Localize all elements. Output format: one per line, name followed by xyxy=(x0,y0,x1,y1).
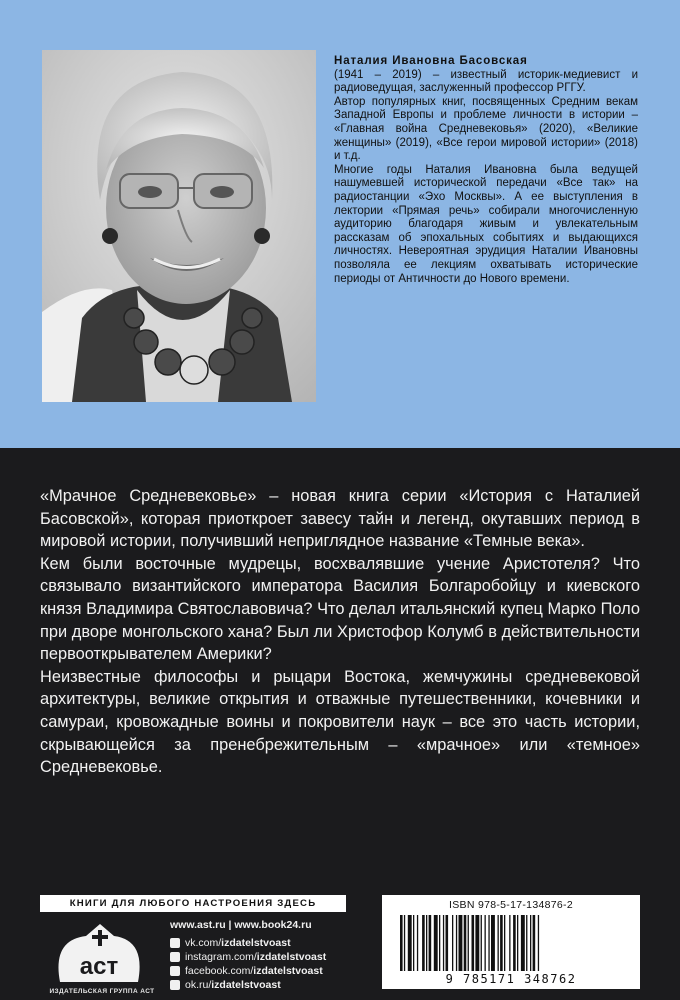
author-bio xyxy=(334,55,638,286)
instagram-icon xyxy=(170,952,180,962)
author-name: Наталия Ивановна Басовская xyxy=(334,55,528,67)
social-link-ok[interactable]: ok.ru/ izdatelstvoast xyxy=(170,978,326,992)
book-annotation xyxy=(40,485,640,779)
author-panel xyxy=(0,0,680,448)
barcode-panel xyxy=(382,895,640,989)
isbn-text: ISBN 978-5-17-134876-2 xyxy=(449,899,573,911)
ok-icon xyxy=(170,980,180,990)
publisher-logo xyxy=(42,920,158,988)
barcode-icon xyxy=(396,915,626,971)
ean-text: 9 785171 348762 xyxy=(445,972,577,986)
vk-icon xyxy=(170,938,180,948)
facebook-icon xyxy=(170,966,180,976)
publisher-caption: ИЗДАТЕЛЬСКАЯ ГРУППА АСТ xyxy=(49,988,155,995)
slogan-banner: КНИГИ ДЛЯ ЛЮБОГО НАСТРОЕНИЯ ЗДЕСЬ xyxy=(40,895,346,912)
author-photo xyxy=(42,50,316,402)
annotation-paragraph: Неизвестные философы и рыцари Востока, жемчужины средневековой архитектуры, великие открытия и отважные путешественники, кочевники и самураи, кровожадные воины и покровители наук – все это часть истории, скрывающейся за пренебрежительным – «мрачное» или «темное» Средневековье. xyxy=(40,667,640,777)
social-link-facebook[interactable]: facebook.com/ izdatelstvoast xyxy=(170,964,326,978)
bio-paragraph: (1941 – 2019) – известный историк-медиевист и радиоведущая, заслуженный профессор РГГУ. xyxy=(334,68,638,95)
author-portrait-image xyxy=(42,50,316,402)
ast-logo-icon xyxy=(42,920,158,988)
annotation-paragraph: «Мрачное Средневековье» – новая книга серии «История с Наталией Басовской», которая приоткроет завесу тайн и легенд, окутавших период в мировой истории, получивший неприглядное название «Темные века». xyxy=(40,487,640,551)
bio-paragraph: Многие годы Наталия Ивановна была ведущей нашумевшей исторической передачи «Все так» на радиостанции «Эхо Москвы». А ее выступления в лектории «Прямая речь» собирали многочисленную аудиторию благодаря живым и увлекательным рассказам об эпохальных событиях и выдающихся личностях. Невероятная эрудиция Наталии Ивановны позволяла ее лекциям охватывать исторические периоды от Античности до Нового времени. xyxy=(334,163,638,285)
bio-paragraph: Автор популярных книг, посвященных Средним векам Западной Европы и проблеме личности в истории – «Главная война Средневековья» (2020), «Великие женщины» (2019), «Все герои мировой истории» (2018) и т.д. xyxy=(334,95,638,163)
social-link-instagram[interactable]: instagram.com/ izdatelstvoast xyxy=(170,950,326,964)
publisher-sites[interactable]: www.ast.ru | www.book24.ru xyxy=(170,919,312,931)
logo-text: аст xyxy=(79,953,119,980)
social-link-vk[interactable]: vk.com/ izdatelstvoast xyxy=(170,936,326,950)
publisher-links xyxy=(170,918,326,992)
annotation-paragraph: Кем были восточные мудрецы, восхвалявшие учение Аристотеля? Что связывало византийского императора Василия Болгаробойцу и киевского князя Владимира Святославовича? Что делал итальянский купец Марко Поло при дворе монгольского хана? Был ли Христофор Колумб в действительности первооткрывателем Америки? xyxy=(40,554,640,664)
